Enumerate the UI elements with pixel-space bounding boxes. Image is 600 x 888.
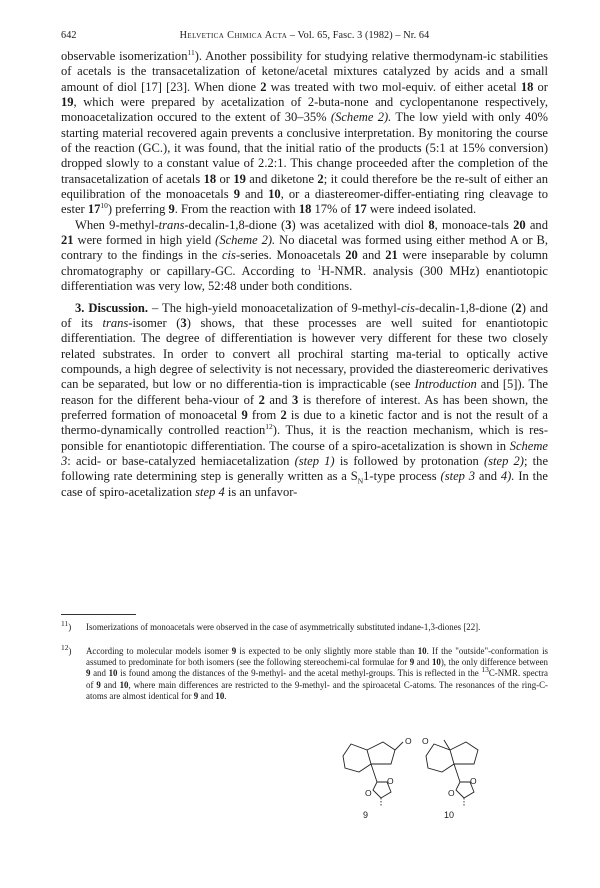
compound-label-10: 10 [444,810,455,820]
oxygen-label: O [405,736,412,746]
footnote-mark: $^{12}$) [61,643,72,656]
oxygen-label: O [470,776,477,786]
footnote-text: Isomerizations of monoacetals were observed in the case of asymmetrically substituted indane-1,3-diones [22]. [86,622,481,632]
structure-formula-9 [337,738,417,808]
footnote-text: According to molecular models isomer 9 is expected to be only slightly more stable than 10. If the "outside"-conformation is assumed to predominate for both isomers (see the following stereochemi-cal formulae for 9 and 10), the only difference between 9 and 10 is found among the distances of the 9-methyl- and the acetal methyl-groups. This is reflected in the $^{13}$C-NMR. spectra of 9 and 10, where main differences are restricted to the 9-methyl- and the spiroacetal C-atoms. The resonances of the ring-C-atoms are almost identical for 9 and 10. [86,646,549,701]
oxygen-label: O [365,788,372,798]
footnote-12 [61,643,549,702]
structure-formula-10 [420,738,500,808]
oxygen-label: O [448,788,455,798]
compound-label-9: 9 [363,810,369,820]
footnote-mark: $^{11}$) [61,619,72,632]
page-number: 642 [61,30,77,41]
oxygen-label: O [422,736,429,746]
paragraph-discussion: 3. Discussion. – The high-yield monoacetalization of 9-methyl-cis-decalin-1,8-dione (2) and of its trans-isomer (3) shows, that these processes are well suited for enantiotopic differentiation. The degree of differentiation is however very different for these two closely related substrates. In order to convert all prochiral starting ma-terial to optically active compounds, a high degree of selectivity is not necessary, provided the diastereomeric derivatives can be separated, but low or no differentia-tion is impracticable (see Introduction and [5]). The reason for the different beha-viour of 2 and 3 is therefore of interest. As has been shown, the preferred formation of monoacetal 9 from 2 is due to a kinetic factor and is not the result of a thermo-dynamically controlled reaction$^{12}$). Thus, it is the reaction mechanism, which is res-ponsible for enantiotopic differentiation. The course of a spiro-acetalization is shown in Scheme 3: acid- or base-catalyzed hemiacetalization (step 1) is followed by protonation (step 2); the following rate determining step is generally written as a $S_N1$-type process (step 3 and 4). In the case of spiro-acetalization step 4 is an unfavor- [61,300,549,499]
section-heading: 3. Discussion. [75,300,149,315]
decalin-acetal-drawing [420,738,500,808]
footnote-rule [61,614,136,615]
journal-name: Helvetica Chimica Acta [179,30,288,41]
oxygen-label: O [387,776,394,786]
article-number: Nr. 64 [403,30,430,41]
running-title: Helvetica Chimica Acta – Vol. 65, Fasc. 3 (1982) – Nr. 64 [179,30,430,41]
journal-volume: Vol. 65, Fasc. 3 (1982) [297,30,393,41]
running-header [61,30,548,46]
paragraph-isomerization: observable isomerization$^{11}$). Another possibility for studying relative thermodynam-ic stabilities of acetals is the transacetalization of ketone/acetal mixtures catalyzed by acids and a small amount of diol [17] [23]. When dione 2 was treated with two mol-equiv. of either acetal 18 or 19, which were prepared by acetalization of 2-buta-none and cyclopentanone respectively, monoacetalization occured to the extent of 30–35% (Scheme 2). The low yield with only 40% starting material recovered again prevents a conclusive interpretation. By monitoring the course of the reaction (GC.), it was found, that the initial ratio of the products (5:1 at 15% conversion) dropped slowly to a constant value of 2.2:1. This change proceeded after the completion of the transacetalization of acetals 18 or 19 and diketone 2; it could therefore be the re-sult of either an equilibration of the monoacetals 9 and 10, or a diastereomer-differ-entiating ring cleavage to ester $17^{10}$) preferring 9. From the reaction with 18 17% of 17 were indeed isolated. [61,47,549,217]
paragraph-trans-decalin: When 9-methyl-trans-decalin-1,8-dione (3) was acetalized with diol 8, monoace-tals 20 and 21 were formed in high yield (Scheme 2). No diacetal was formed using either method A or B, contrary to the findings in the cis-series. Monoacetals 20 and 21 were inseparable by column chromatography or capillary-GC. According to $^1$H-NMR. analysis (300 MHz) enantiotopic differentiation was very low, 52:48 under both conditions. [61,217,549,294]
decalin-acetal-drawing [337,738,417,808]
article-body [61,49,548,500]
footnote-11 [61,619,548,633]
